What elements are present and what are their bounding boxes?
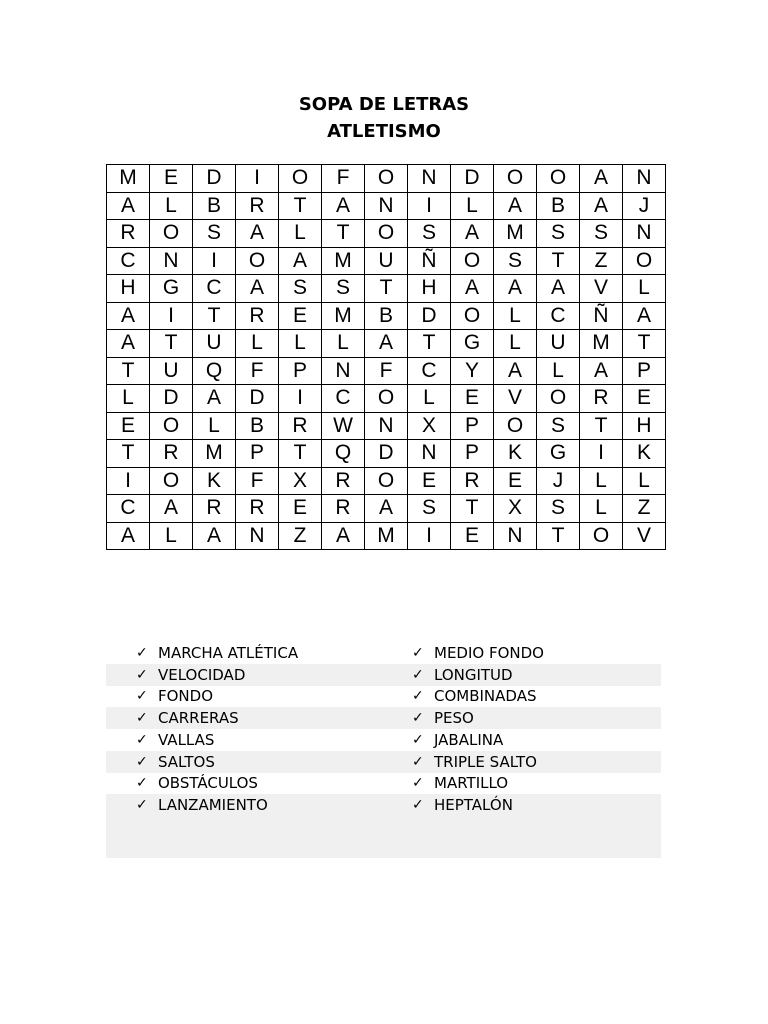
grid-cell: Z <box>279 522 322 550</box>
check-icon: ✓ <box>136 710 148 727</box>
grid-cell: R <box>322 467 365 495</box>
grid-cell: T <box>537 522 580 550</box>
word-list-item-label: FONDO <box>158 687 214 706</box>
word-list-item-label: SALTOS <box>158 752 215 771</box>
grid-cell: A <box>107 302 150 330</box>
grid-cell: R <box>322 495 365 523</box>
grid-cell: E <box>494 467 537 495</box>
grid-cell: X <box>279 467 322 495</box>
grid-cell: C <box>322 385 365 413</box>
word-list-item <box>412 666 513 684</box>
grid-cell: T <box>451 495 494 523</box>
grid-cell: C <box>107 247 150 275</box>
grid-cell: C <box>537 302 580 330</box>
grid-cell: N <box>322 357 365 385</box>
grid-cell: N <box>365 412 408 440</box>
word-list-item-label: TRIPLE SALTO <box>434 752 537 771</box>
grid-cell: O <box>365 467 408 495</box>
word-list-item <box>136 687 213 705</box>
grid-cell: E <box>623 385 666 413</box>
check-icon: ✓ <box>412 731 424 748</box>
grid-cell: D <box>150 385 193 413</box>
grid-cell: I <box>580 440 623 468</box>
check-icon: ✓ <box>412 797 424 814</box>
grid-row <box>107 220 666 248</box>
page-subtitle: ATLETISMO <box>327 121 441 142</box>
grid-cell: S <box>537 412 580 440</box>
grid-cell: B <box>365 302 408 330</box>
grid-cell: Z <box>623 495 666 523</box>
grid-cell: P <box>279 357 322 385</box>
grid-cell: U <box>365 247 408 275</box>
grid-cell: G <box>537 440 580 468</box>
grid-cell: O <box>451 302 494 330</box>
grid-cell: O <box>365 220 408 248</box>
grid-cell: K <box>193 467 236 495</box>
grid-row <box>107 412 666 440</box>
grid-cell: O <box>279 165 322 193</box>
word-list-item <box>136 753 215 771</box>
grid-cell: A <box>580 357 623 385</box>
grid-cell: S <box>580 220 623 248</box>
grid-cell: R <box>107 220 150 248</box>
grid-cell: Q <box>193 357 236 385</box>
grid-cell: L <box>494 330 537 358</box>
grid-cell: Y <box>451 357 494 385</box>
grid-cell: O <box>451 247 494 275</box>
grid-cell: A <box>494 192 537 220</box>
grid-cell: R <box>150 440 193 468</box>
grid-cell: D <box>451 165 494 193</box>
grid-cell: O <box>150 467 193 495</box>
grid-cell: Ñ <box>408 247 451 275</box>
word-list-item <box>136 644 298 662</box>
grid-cell: A <box>279 247 322 275</box>
word-list-item-label: OBSTÁCULOS <box>158 774 258 793</box>
grid-cell: W <box>322 412 365 440</box>
grid-cell: A <box>494 275 537 303</box>
grid-row <box>107 302 666 330</box>
grid-cell: M <box>322 302 365 330</box>
grid-cell: O <box>150 412 193 440</box>
grid-cell: O <box>236 247 279 275</box>
grid-cell: O <box>580 522 623 550</box>
grid-cell: E <box>279 302 322 330</box>
grid-cell: S <box>537 495 580 523</box>
grid-cell: T <box>408 330 451 358</box>
grid-cell: A <box>107 330 150 358</box>
word-list-item-label: HEPTALÓN <box>434 796 513 815</box>
grid-cell: M <box>322 247 365 275</box>
grid-row <box>107 192 666 220</box>
grid-cell: P <box>451 440 494 468</box>
grid-cell: U <box>150 357 193 385</box>
grid-cell: A <box>365 495 408 523</box>
check-icon: ✓ <box>412 753 424 770</box>
grid-cell: B <box>236 412 279 440</box>
word-list-item <box>136 731 214 749</box>
word-list-item <box>412 644 544 662</box>
grid-row <box>107 495 666 523</box>
grid-cell: G <box>451 330 494 358</box>
grid-cell: T <box>107 357 150 385</box>
grid-cell: T <box>107 440 150 468</box>
grid-cell: A <box>107 192 150 220</box>
check-icon: ✓ <box>136 644 148 661</box>
grid-cell: S <box>408 220 451 248</box>
grid-cell: I <box>236 165 279 193</box>
check-icon: ✓ <box>136 753 148 770</box>
word-list-item-label: VALLAS <box>158 730 215 749</box>
grid-cell: H <box>107 275 150 303</box>
grid-cell: A <box>107 522 150 550</box>
grid-cell: T <box>322 220 365 248</box>
grid-cell: M <box>580 330 623 358</box>
grid-cell: E <box>451 522 494 550</box>
grid-cell: O <box>537 165 580 193</box>
grid-cell: O <box>494 412 537 440</box>
grid-cell: O <box>365 165 408 193</box>
check-icon: ✓ <box>412 644 424 661</box>
grid-cell: E <box>107 412 150 440</box>
grid-cell: A <box>494 357 537 385</box>
word-list-item <box>136 774 258 792</box>
check-icon: ✓ <box>136 775 148 792</box>
grid-cell: L <box>494 302 537 330</box>
grid-cell: S <box>193 220 236 248</box>
grid-cell: R <box>236 192 279 220</box>
word-list-row <box>106 686 661 708</box>
grid-cell: L <box>408 385 451 413</box>
grid-cell: M <box>107 165 150 193</box>
grid-cell: M <box>365 522 408 550</box>
grid-cell: P <box>451 412 494 440</box>
grid-cell: K <box>494 440 537 468</box>
grid-cell: E <box>279 495 322 523</box>
grid-cell: U <box>537 330 580 358</box>
page-title: SOPA DE LETRAS <box>298 94 470 115</box>
grid-cell: O <box>537 385 580 413</box>
word-list-item <box>136 709 239 727</box>
word-list-row <box>106 751 661 773</box>
grid-cell: T <box>365 275 408 303</box>
grid-cell: N <box>494 522 537 550</box>
word-list-item-label: VELOCIDAD <box>158 665 246 684</box>
grid-cell: L <box>236 330 279 358</box>
grid-cell: T <box>150 330 193 358</box>
grid-row <box>107 330 666 358</box>
check-icon: ✓ <box>136 797 148 814</box>
grid-cell: N <box>623 220 666 248</box>
grid-cell: T <box>193 302 236 330</box>
word-list-row <box>106 773 661 795</box>
grid-cell: E <box>408 467 451 495</box>
grid-cell: C <box>193 275 236 303</box>
grid-cell: M <box>193 440 236 468</box>
word-list-row <box>106 729 661 751</box>
grid-cell: F <box>236 357 279 385</box>
grid-cell: I <box>408 192 451 220</box>
grid-cell: N <box>408 440 451 468</box>
grid-cell: N <box>150 247 193 275</box>
word-list-item-label: MARCHA ATLÉTICA <box>158 643 299 662</box>
grid-cell: I <box>150 302 193 330</box>
word-list-item <box>412 731 503 749</box>
grid-cell: P <box>623 357 666 385</box>
word-list-item <box>412 774 508 792</box>
grid-cell: V <box>623 522 666 550</box>
grid-cell: C <box>408 357 451 385</box>
grid-cell: A <box>451 220 494 248</box>
check-icon: ✓ <box>136 731 148 748</box>
check-icon: ✓ <box>412 666 424 683</box>
word-list-row <box>106 642 661 664</box>
grid-cell: A <box>236 220 279 248</box>
grid-cell: A <box>580 192 623 220</box>
grid-cell: A <box>365 330 408 358</box>
grid-cell: P <box>236 440 279 468</box>
grid-cell: F <box>322 165 365 193</box>
word-list-item <box>412 796 513 814</box>
word-list-item <box>136 666 245 684</box>
grid-cell: I <box>193 247 236 275</box>
grid-cell: A <box>537 275 580 303</box>
grid-cell: A <box>580 165 623 193</box>
grid-cell: T <box>279 192 322 220</box>
check-icon: ✓ <box>412 710 424 727</box>
grid-cell: S <box>537 220 580 248</box>
word-list-item-label: PESO <box>434 709 474 728</box>
grid-cell: D <box>236 385 279 413</box>
word-list-footer <box>106 816 661 858</box>
check-icon: ✓ <box>412 775 424 792</box>
grid-cell: R <box>236 302 279 330</box>
check-icon: ✓ <box>412 688 424 705</box>
check-icon: ✓ <box>136 688 148 705</box>
word-list-item-label: MARTILLO <box>434 774 509 793</box>
grid-cell: S <box>322 275 365 303</box>
grid-cell: A <box>322 192 365 220</box>
grid-cell: V <box>494 385 537 413</box>
grid-cell: O <box>494 165 537 193</box>
grid-cell: A <box>322 522 365 550</box>
grid-row <box>107 385 666 413</box>
grid-cell: T <box>623 330 666 358</box>
grid-cell: H <box>408 275 451 303</box>
word-list-row <box>106 664 661 686</box>
grid-cell: A <box>236 275 279 303</box>
grid-cell: M <box>494 220 537 248</box>
grid-cell: L <box>451 192 494 220</box>
grid-cell: S <box>408 495 451 523</box>
grid-cell: L <box>107 385 150 413</box>
grid-cell: L <box>279 330 322 358</box>
grid-row <box>107 522 666 550</box>
grid-cell: L <box>150 522 193 550</box>
word-list-row <box>106 794 661 816</box>
grid-cell: A <box>150 495 193 523</box>
grid-cell: L <box>279 220 322 248</box>
grid-cell: O <box>150 220 193 248</box>
grid-cell: Ñ <box>580 302 623 330</box>
word-list <box>106 642 661 858</box>
grid-cell: L <box>580 467 623 495</box>
grid-cell: R <box>193 495 236 523</box>
grid-cell: I <box>408 522 451 550</box>
grid-cell: E <box>451 385 494 413</box>
grid-cell: E <box>150 165 193 193</box>
grid-cell: L <box>623 275 666 303</box>
grid-cell: U <box>193 330 236 358</box>
grid-cell: A <box>193 522 236 550</box>
grid-cell: O <box>623 247 666 275</box>
grid-cell: D <box>193 165 236 193</box>
grid-cell: L <box>322 330 365 358</box>
grid-cell: A <box>623 302 666 330</box>
grid-row <box>107 440 666 468</box>
grid-cell: K <box>623 440 666 468</box>
grid-cell: Q <box>322 440 365 468</box>
grid-cell: S <box>494 247 537 275</box>
grid-row <box>107 275 666 303</box>
grid-cell: B <box>537 192 580 220</box>
check-icon: ✓ <box>136 666 148 683</box>
grid-cell: R <box>279 412 322 440</box>
grid-cell: S <box>279 275 322 303</box>
grid-cell: C <box>107 495 150 523</box>
word-list-item-label: LANZAMIENTO <box>158 796 268 815</box>
grid-cell: O <box>365 385 408 413</box>
grid-cell: L <box>580 495 623 523</box>
grid-row <box>107 165 666 193</box>
grid-cell: J <box>623 192 666 220</box>
grid-cell: D <box>408 302 451 330</box>
grid-cell: V <box>580 275 623 303</box>
word-search-grid <box>106 164 666 550</box>
grid-cell: T <box>580 412 623 440</box>
grid-cell: I <box>107 467 150 495</box>
word-list-item-label: JABALINA <box>434 730 504 749</box>
grid-cell: L <box>150 192 193 220</box>
grid-cell: B <box>193 192 236 220</box>
grid-cell: Z <box>580 247 623 275</box>
grid-cell: H <box>623 412 666 440</box>
grid-cell: L <box>537 357 580 385</box>
grid-cell: D <box>365 440 408 468</box>
word-list-item-label: COMBINADAS <box>434 687 537 706</box>
grid-cell: G <box>150 275 193 303</box>
word-list-item <box>412 709 474 727</box>
word-list-row <box>106 707 661 729</box>
grid-cell: X <box>494 495 537 523</box>
word-list-item-label: CARRERAS <box>158 709 239 728</box>
word-list-item <box>136 796 268 814</box>
grid-cell: N <box>623 165 666 193</box>
grid-cell: T <box>279 440 322 468</box>
word-list-item <box>412 753 537 771</box>
grid-cell: X <box>408 412 451 440</box>
grid-row <box>107 357 666 385</box>
grid-cell: A <box>193 385 236 413</box>
grid-cell: T <box>537 247 580 275</box>
grid-row <box>107 467 666 495</box>
grid-cell: I <box>279 385 322 413</box>
grid-cell: J <box>537 467 580 495</box>
grid-cell: N <box>236 522 279 550</box>
grid-cell: R <box>236 495 279 523</box>
grid-cell: R <box>451 467 494 495</box>
word-list-item <box>412 687 537 705</box>
word-list-item-label: LONGITUD <box>434 665 513 684</box>
grid-cell: L <box>623 467 666 495</box>
grid-cell: F <box>236 467 279 495</box>
grid-cell: N <box>365 192 408 220</box>
grid-row <box>107 247 666 275</box>
word-list-item-label: MEDIO FONDO <box>434 643 544 662</box>
grid-cell: A <box>451 275 494 303</box>
grid-cell: R <box>580 385 623 413</box>
grid-cell: F <box>365 357 408 385</box>
grid-cell: N <box>408 165 451 193</box>
grid-cell: L <box>193 412 236 440</box>
